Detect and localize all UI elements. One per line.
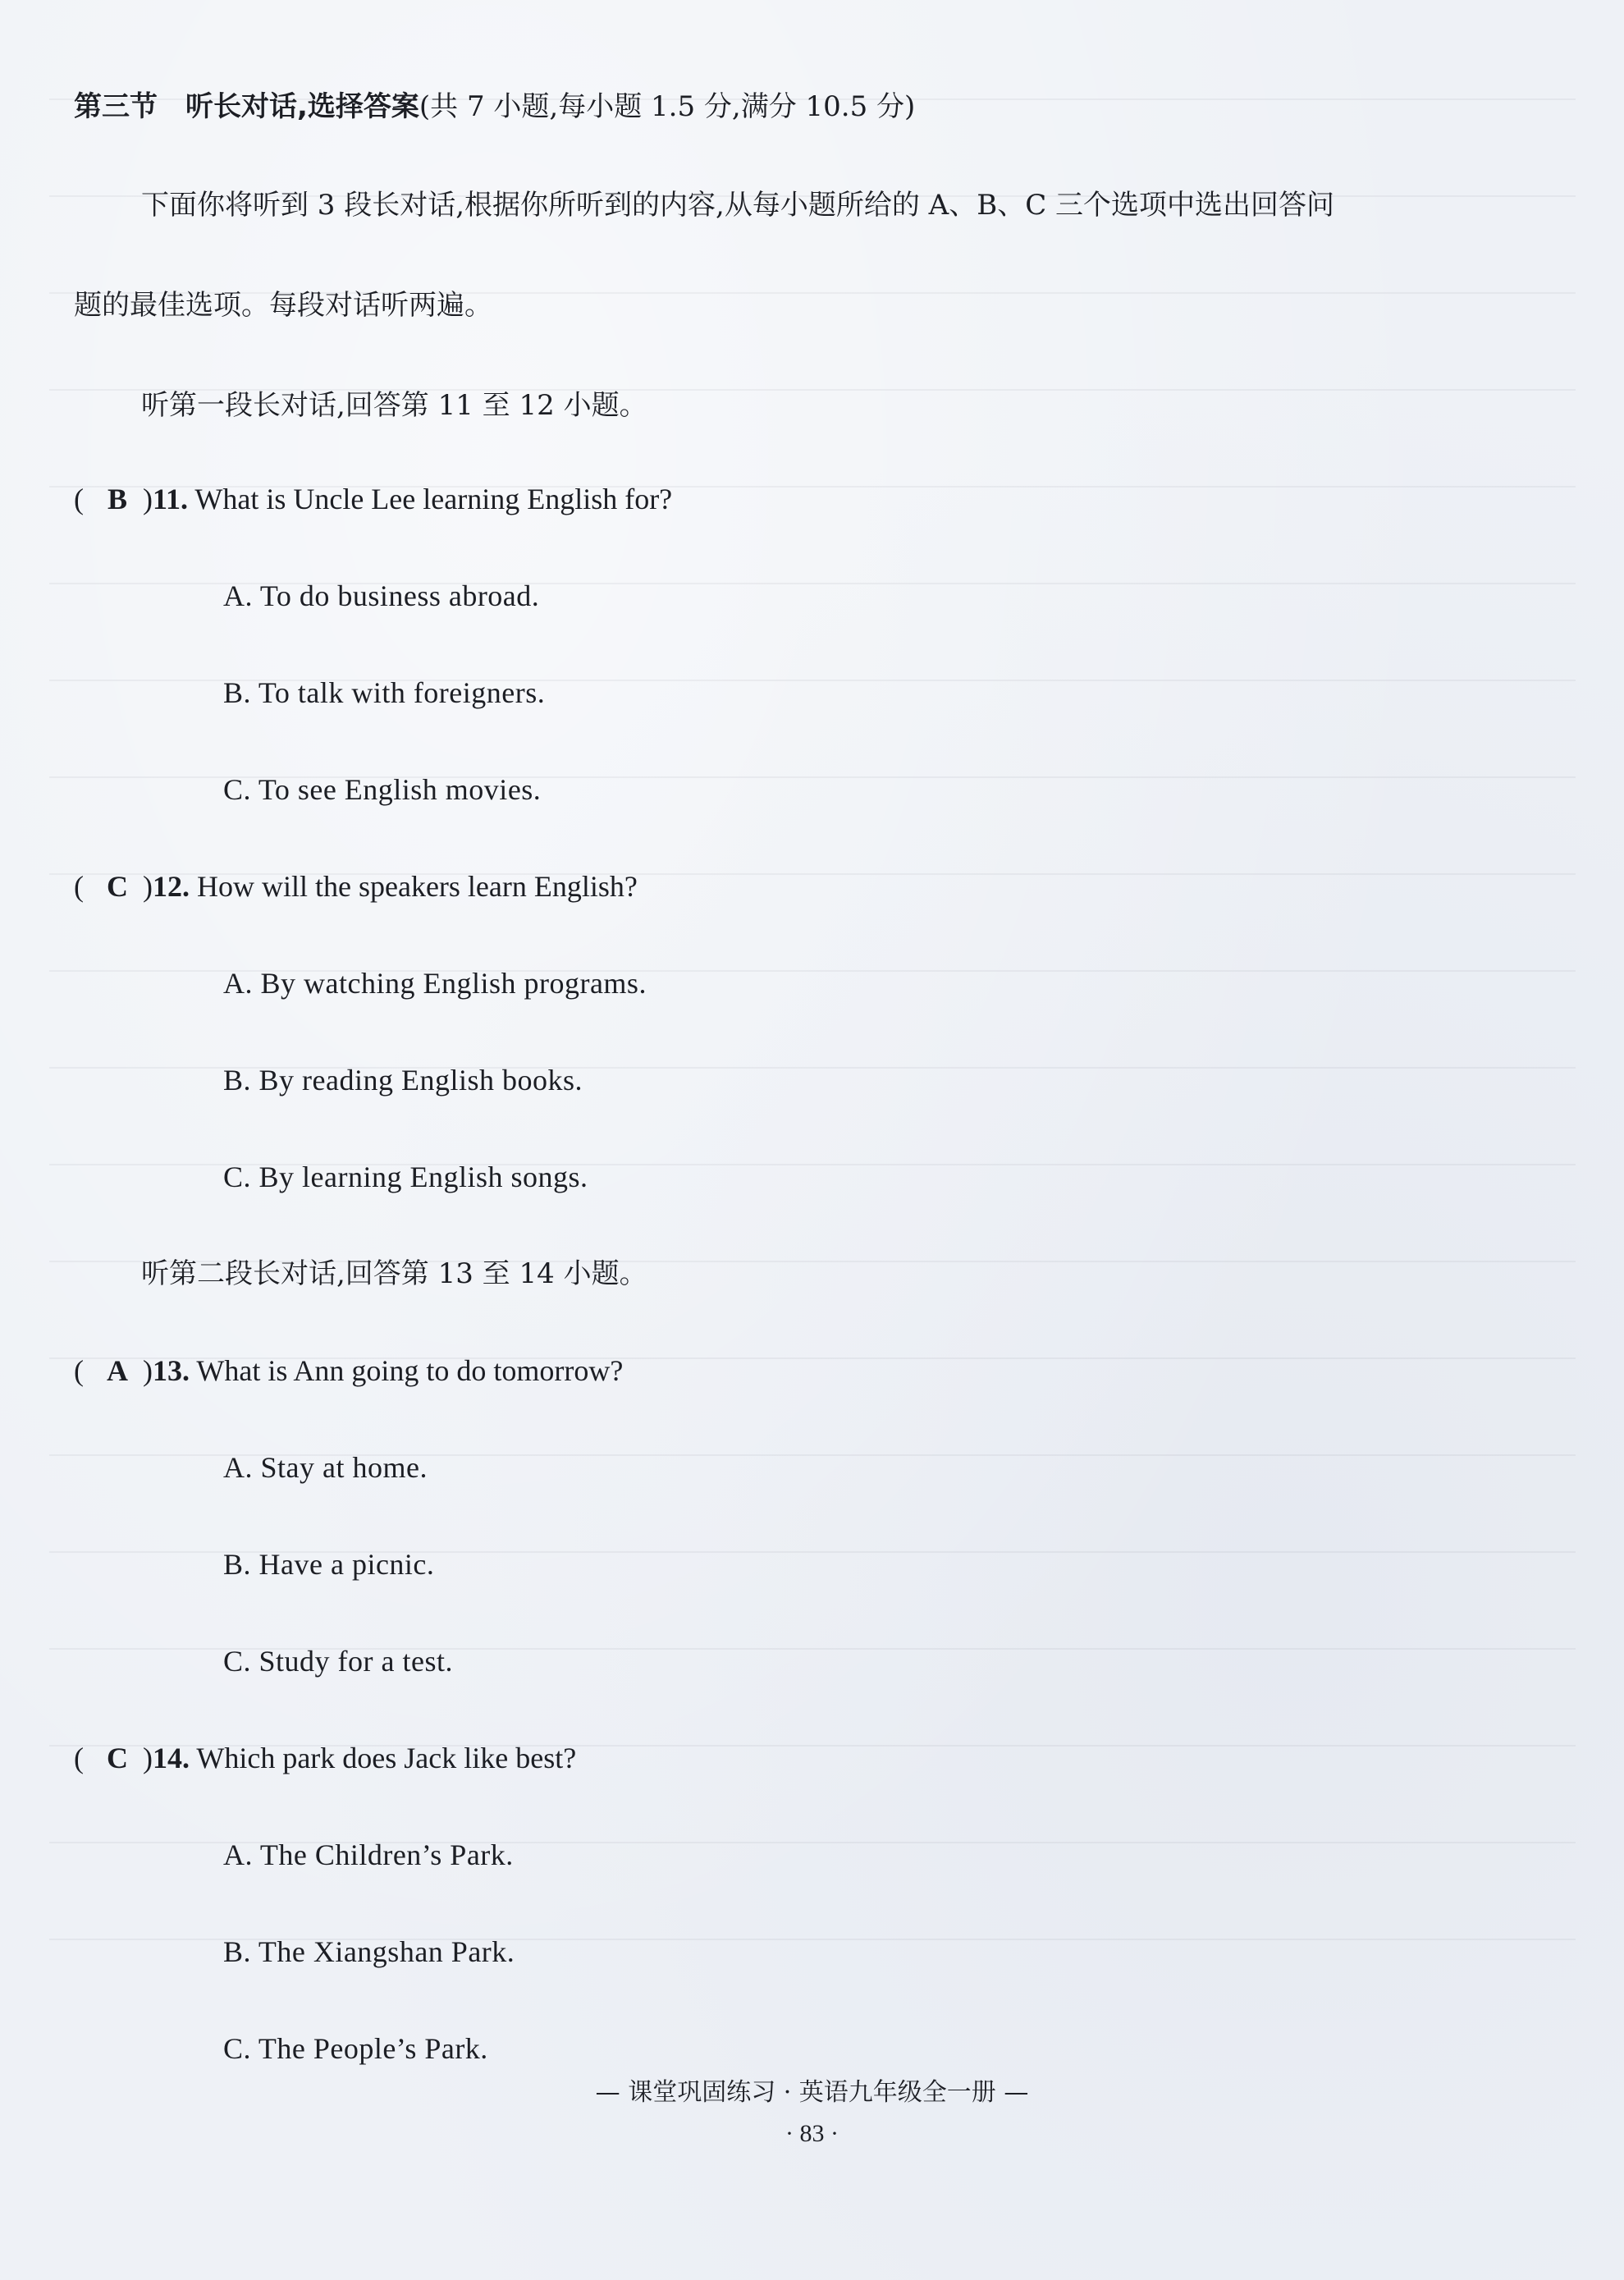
question-12 xyxy=(74,870,638,903)
instructions-line-2: 题的最佳选项。每段对话听两遍。 xyxy=(74,289,492,322)
answer-paren-close: ) xyxy=(143,1742,153,1774)
question-number: 14. xyxy=(153,1742,190,1774)
answer-paren-close: ) xyxy=(143,1354,153,1387)
question-11 xyxy=(74,483,672,515)
option-11-c: C. To see English movies. xyxy=(223,773,542,806)
question-number: 13. xyxy=(153,1354,190,1387)
question-13 xyxy=(74,1354,623,1387)
option-11-b: B. To talk with foreigners. xyxy=(223,676,546,709)
answer-letter: C xyxy=(107,1742,128,1774)
option-12-a: A. By watching English programs. xyxy=(223,967,647,1000)
question-number: 12. xyxy=(153,870,190,903)
answer-paren-open: ( xyxy=(74,1354,84,1387)
question-14 xyxy=(74,1742,576,1774)
option-11-a: A. To do business abroad. xyxy=(223,579,540,612)
question-text: What is Ann going to do tomorrow? xyxy=(196,1354,624,1387)
answer-letter: A xyxy=(107,1354,128,1387)
question-text: Which park does Jack like best? xyxy=(196,1742,577,1774)
dialogue-label-1: 听第一段长对话,回答第 11 至 12 小题。 xyxy=(141,389,647,422)
option-14-c: C. The People’s Park. xyxy=(223,2032,488,2065)
book-footer: — 课堂巩固练习 · 英语九年级全一册 — xyxy=(595,2078,1029,2107)
option-13-b: B. Have a picnic. xyxy=(223,1548,435,1581)
option-12-b: B. By reading English books. xyxy=(223,1064,583,1097)
instructions-line-1: 下面你将听到 3 段长对话,根据你所听到的内容,从每小题所给的 A、B、C 三个选项中选出回答问 xyxy=(141,189,1335,222)
option-13-a: A. Stay at home. xyxy=(223,1451,428,1484)
page-number: · 83 · xyxy=(785,2120,839,2147)
answer-paren-close: ) xyxy=(143,870,153,903)
answer-paren-open: ( xyxy=(74,1742,84,1774)
answer-paren-open: ( xyxy=(74,483,84,515)
section-title-detail: (共 7 小题,每小题 1.5 分,满分 10.5 分) xyxy=(419,90,916,123)
answer-paren-close: ) xyxy=(143,483,153,515)
question-text: What is Uncle Lee learning English for? xyxy=(194,483,673,515)
answer-letter: C xyxy=(107,870,128,903)
answer-letter: B xyxy=(107,483,127,515)
question-text: How will the speakers learn English? xyxy=(197,870,638,903)
show-through-texture xyxy=(49,98,1576,1986)
section-title-bold: 第三节 听长对话,选择答案 xyxy=(74,90,419,123)
dialogue-label-2: 听第二段长对话,回答第 13 至 14 小题。 xyxy=(141,1257,647,1290)
option-12-c: C. By learning English songs. xyxy=(223,1161,588,1193)
section-title xyxy=(74,90,915,123)
option-14-a: A. The Children’s Park. xyxy=(223,1838,514,1871)
answer-paren-open: ( xyxy=(74,870,84,903)
option-13-c: C. Study for a test. xyxy=(223,1645,453,1678)
question-number: 11. xyxy=(153,483,189,515)
option-14-b: B. The Xiangshan Park. xyxy=(223,1935,515,1968)
